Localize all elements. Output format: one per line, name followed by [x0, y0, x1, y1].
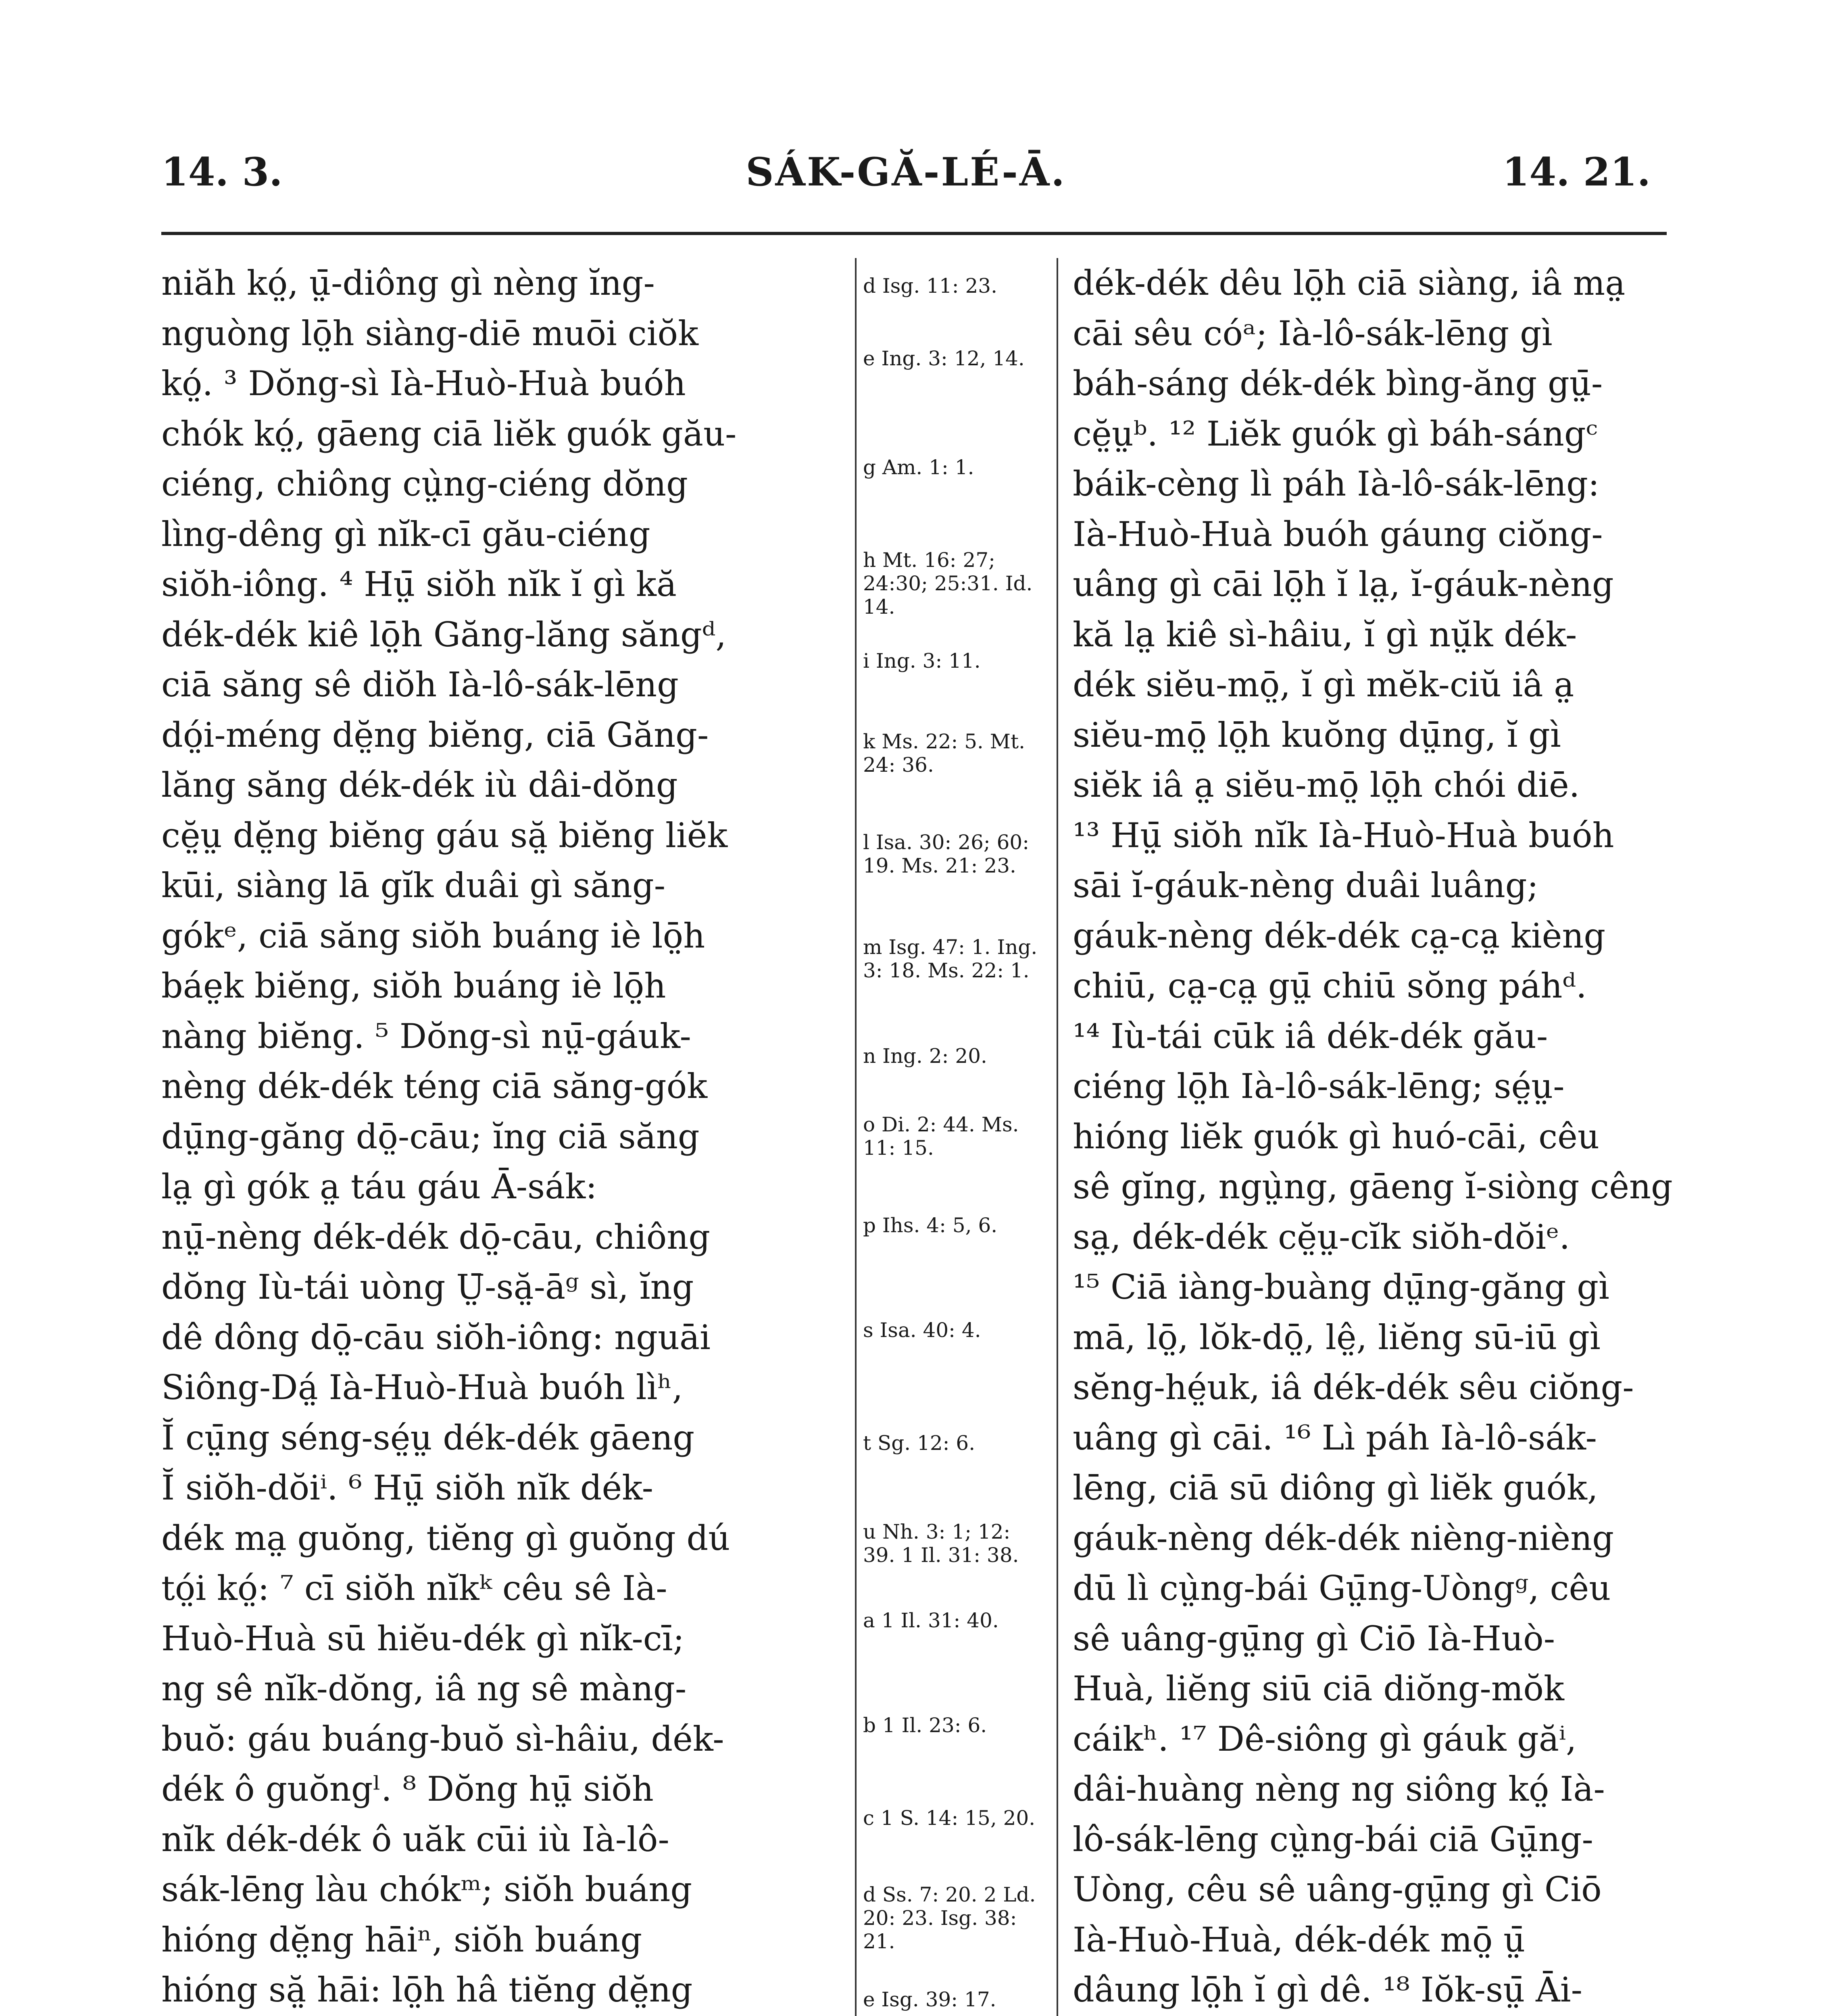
text-line: la̤ gì gók a̤ táu gáu Ā-sák: — [161, 1167, 597, 1206]
text-line: Huò-Huà sū hiĕu-dék gì nĭk-cī; — [161, 1618, 684, 1658]
text-line: sĕng-hé̤uk, iâ dék-dék sêu ciŏng- — [1073, 1368, 1634, 1407]
text-line: lìng-dêng gì nĭk-cī gău-ciéng — [161, 514, 650, 554]
text-line: ¹³ Hṳ̄ siŏh nĭk Ià-Huò-Huà buóh — [1073, 815, 1614, 855]
text-line: nṳ̄-nèng dék-dék dō̤-cāu, chiông — [161, 1217, 711, 1257]
text-line: sāi ĭ-gáuk-nèng duâi luâng; — [1073, 866, 1538, 905]
cross-reference: t Sg. 12: 6. — [863, 1431, 975, 1455]
text-line: nàng biĕng. ⁵ Dŏng-sì nṳ̄-gáuk- — [161, 1016, 691, 1056]
text-line: Uòng, cêu sê uâng-gṳ̄ng gì Ciō — [1073, 1870, 1602, 1909]
right-text-column — [1073, 258, 1758, 2016]
running-header — [161, 149, 1651, 222]
text-line: sa̤, dék-dék cĕ̤ṳ-cĭk siŏh-dŏiᵉ. — [1073, 1217, 1570, 1257]
cross-reference: u Nh. 3: 1; 12: 39. 1 Il. 31: 38. — [863, 1520, 1019, 1567]
text-line: chók kó̤, gāeng ciā liĕk guók gău- — [161, 414, 737, 454]
text-line: sê uâng-gṳ̄ng gì Ciō Ià-Huò- — [1073, 1618, 1555, 1658]
text-line: báh-sáng dék-dék bìng-ăng gṳ̄- — [1073, 364, 1603, 403]
cross-reference: i Ing. 3: 11. — [863, 649, 981, 673]
text-line: gáuk-nèng dék-dék nièng-nièng — [1073, 1518, 1614, 1558]
text-line: gáuk-nèng dék-dék ca̤-ca̤ kièng — [1073, 916, 1606, 956]
cross-reference: e Isg. 39: 17. — [863, 1988, 996, 2011]
text-line: lăng săng dék-dék iù dâi-dŏng — [161, 765, 678, 805]
text-line: dék siĕu-mō̤, ĭ gì mĕk-ciŭ iâ a̤ — [1073, 665, 1574, 704]
text-line: báe̤k biĕng, siŏh buáng iè lō̤h — [161, 966, 666, 1006]
text-line: dâung lō̤h ĭ gì dê. ¹⁸ Iŏk-sṳ̄ Āi- — [1073, 1970, 1582, 2010]
cross-reference: l Isa. 30: 26; 60: 19. Ms. 21: 23. — [863, 831, 1030, 877]
text-line: hióng dĕ̤ng hāiⁿ, siŏh buáng — [161, 1920, 642, 1960]
cross-reference: a 1 Il. 31: 40. — [863, 1609, 999, 1632]
cross-reference: d Ss. 7: 20. 2 Ld. 20: 23. Isg. 38: 21. — [863, 1883, 1036, 1953]
text-line: dū lì cṳ̀ng-bái Gṳ̄ng-Uòngᵍ, cêu — [1073, 1568, 1611, 1608]
text-line: lēng, ciā sū diông gì liĕk guók, — [1073, 1468, 1598, 1508]
header-rule — [161, 232, 1667, 235]
cross-reference: p Ihs. 4: 5, 6. — [863, 1214, 998, 1237]
text-line: Siông-Dá̤ Ià-Huò-Huà buóh lìʰ, — [161, 1368, 683, 1407]
text-line: sê gĭng, ngṳ̀ng, gāeng ĭ-siòng cêng — [1073, 1167, 1673, 1206]
cross-reference: c 1 S. 14: 15, 20. — [863, 1806, 1036, 1830]
text-line: cĕ̤ṳᵇ. ¹² Liĕk guók gì báh-sángᶜ — [1073, 414, 1598, 454]
column-divider-right — [1057, 258, 1058, 2016]
text-line: cĕ̤ṳ dĕ̤ng biĕng gáu să̤ biĕng liĕk — [161, 815, 728, 855]
text-line: dṳ̄ng-găng dō̤-cāu; ĭng ciā săng — [161, 1116, 700, 1156]
text-line: nguòng lō̤h siàng-diē muōi ciŏk — [161, 313, 698, 353]
text-line: siĕk iâ a̤ siĕu-mō̤ lō̤h chói diē. — [1073, 765, 1580, 805]
header-book-title: SÁK-GĂ-LÉ-Ā. — [746, 149, 1066, 195]
text-line: uâng gì cāi. ¹⁶ Lì páh Ià-lô-sák- — [1073, 1418, 1597, 1458]
cross-reference: b 1 Il. 23: 6. — [863, 1714, 987, 1737]
text-line: dék ma̤ guŏng, tiĕng gì guŏng dú — [161, 1518, 730, 1558]
text-line: Ià-Huò-Huà buóh gáung ciŏng- — [1073, 514, 1603, 554]
text-line: dék ô guŏngˡ. ⁸ Dŏng hṳ̄ siŏh — [161, 1769, 654, 1809]
cross-reference: d Isg. 11: 23. — [863, 274, 997, 298]
text-line: Ĭ cṳ̄ng séng-sé̤ṳ dék-dék gāeng — [161, 1418, 695, 1458]
text-line: dék-dék dêu lō̤h ciā siàng, iâ ma̤ — [1073, 263, 1626, 303]
cross-reference: n Ing. 2: 20. — [863, 1044, 987, 1068]
cross-reference: o Di. 2: 44. Ms. 11: 15. — [863, 1113, 1019, 1160]
text-line: ¹⁴ Iù-tái cūk iâ dék-dék gău- — [1073, 1016, 1548, 1056]
text-line: chiū, ca̤-ca̤ gṳ̄ chiū sŏng páhᵈ. — [1073, 966, 1587, 1006]
text-line: hióng liĕk guók gì huó-cāi, cêu — [1073, 1116, 1599, 1156]
text-line: gókᵉ, ciā săng siŏh buáng iè lō̤h — [161, 916, 705, 956]
text-line: siĕu-mō̤ lō̤h kuŏng dṳ̄ng, ĭ gì — [1073, 715, 1561, 755]
text-line: kūi, siàng lā gĭk duâi gì săng- — [161, 866, 666, 905]
text-line: báik-cèng lì páh Ià-lô-sák-lēng: — [1073, 464, 1600, 504]
cross-reference: e Ing. 3: 12, 14. — [863, 347, 1025, 370]
text-line: Huà, liĕng siū ciā diŏng-mŏk — [1073, 1669, 1564, 1708]
text-line: hióng să̤ hāi: lō̤h hâ tiĕng dĕ̤ng — [161, 1970, 693, 2010]
column-divider-left — [855, 258, 857, 2016]
text-line: lô-sák-lēng cṳ̀ng-bái ciā Gṳ̄ng- — [1073, 1819, 1593, 1859]
text-line: kó̤. ³ Dŏng-sì Ià-Huò-Huà buóh — [161, 364, 686, 403]
cross-reference: k Ms. 22: 5. Mt. 24: 36. — [863, 730, 1025, 777]
text-line: dék-dék kiê lō̤h Găng-lăng săngᵈ, — [161, 614, 727, 654]
text-line: dê dông dō̤-cāu siŏh-iông: nguāi — [161, 1317, 711, 1357]
text-line: kă la̤ kiê sì-hâiu, ĭ gì nṳ̆k dék- — [1073, 614, 1577, 654]
header-right-reference: 14. 21. — [1502, 149, 1651, 195]
cross-reference: s Isa. 40: 4. — [863, 1318, 981, 1342]
text-line: Ià-Huò-Huà, dék-dék mō̤ ṳ̄ — [1073, 1920, 1526, 1960]
text-line: nèng dék-dék téng ciā săng-gók — [161, 1066, 708, 1106]
cross-reference: g Am. 1: 1. — [863, 456, 974, 479]
cross-reference: h Mt. 16: 27; 24:30; 25:31. Id. 14. — [863, 548, 1033, 619]
text-line: sák-lēng làu chókᵐ; siŏh buáng — [161, 1870, 692, 1909]
text-line: siŏh-iông. ⁴ Hṳ̄ siŏh nĭk ĭ gì kă — [161, 564, 677, 604]
cross-reference: m Isg. 47: 1. Ing. 3: 18. Ms. 22: 1. — [863, 935, 1038, 982]
text-line: nĭk dék-dék ô uăk cūi iù Ià-lô- — [161, 1819, 669, 1859]
text-line: ciéng, chiông cṳ̀ng-ciéng dŏng — [161, 464, 688, 504]
text-line: tó̤i kó̤: ⁷ cī siŏh nĭkᵏ cêu sê Ià- — [161, 1568, 667, 1608]
text-line: mā, lō̤, lŏk-dō̤, lê̤, liĕng sū-iū gì — [1073, 1317, 1601, 1357]
text-line: cāi sêu cóᵃ; Ià-lô-sák-lēng gì — [1073, 313, 1553, 353]
text-line: ciéng lō̤h Ià-lô-sák-lēng; sé̤ṳ- — [1073, 1066, 1565, 1106]
text-line: dâi-huàng nèng ng siông kó̤ Ià- — [1073, 1769, 1605, 1809]
text-line: cáikʰ. ¹⁷ Dê-siông gì gáuk găⁱ, — [1073, 1719, 1577, 1759]
text-line: ng sê nĭk-dŏng, iâ ng sê màng- — [161, 1669, 687, 1708]
text-line: niăh kó̤, ṳ̄-diông gì nèng ĭng- — [161, 263, 655, 303]
text-line: dŏng Iù-tái uòng Ṳ̄-să̤-āᵍ sì, ĭng — [161, 1267, 694, 1307]
text-line: ¹⁵ Ciā iàng-buàng dṳ̄ng-găng gì — [1073, 1267, 1609, 1307]
text-line: dó̤i-méng dĕ̤ng biĕng, ciā Găng- — [161, 715, 709, 755]
text-line: ciā săng sê diŏh Ià-lô-sák-lēng — [161, 665, 679, 704]
left-text-column — [161, 258, 847, 2016]
text-line: buŏ: gáu buáng-buŏ sì-hâiu, dék- — [161, 1719, 724, 1759]
header-left-reference: 14. 3. — [161, 149, 283, 195]
text-line: uâng gì cāi lō̤h ĭ la̤, ĭ-gáuk-nèng — [1073, 564, 1614, 604]
text-line: Ĭ siŏh-dŏiⁱ. ⁶ Hṳ̄ siŏh nĭk dék- — [161, 1468, 654, 1508]
